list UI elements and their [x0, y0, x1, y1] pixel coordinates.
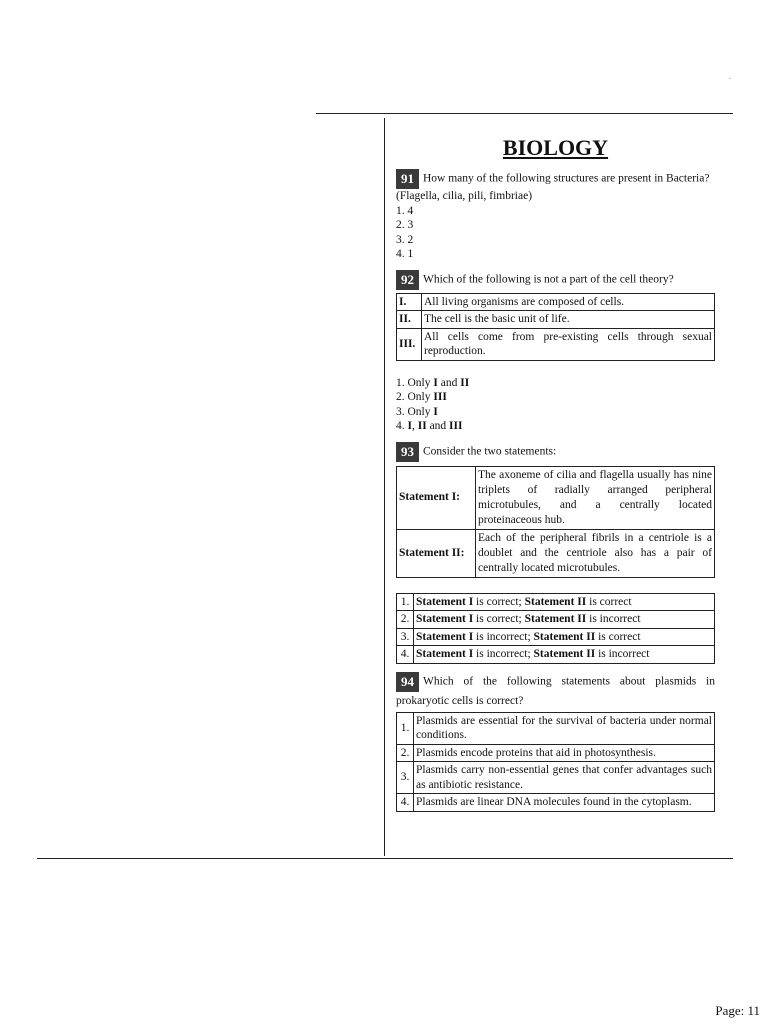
- option-text: Statement I is correct; Statement II is correct: [414, 593, 715, 611]
- options-list: [396, 376, 715, 434]
- option-text: Plasmids carry non-essential genes that confer advantages such as antibiotic resistance.: [414, 762, 715, 794]
- question-92: [396, 270, 715, 434]
- row-key: I.: [397, 293, 422, 311]
- option-number: 3.: [397, 628, 414, 646]
- subject-title: BIOLOGY: [502, 135, 609, 160]
- option-1: 1. 4: [396, 204, 414, 217]
- option-text: Statement I is incorrect; Statement II is correct: [414, 628, 715, 646]
- question-text: Which of the following statements about plasmids in prokaryotic cells is correct?: [396, 675, 715, 707]
- statement-key: Statement I:: [397, 466, 476, 529]
- cell-theory-table: [396, 293, 715, 361]
- question-number: 94: [396, 672, 419, 692]
- option-text: Statement I is incorrect; Statement II is incorrect: [414, 646, 715, 664]
- table-row: [397, 646, 715, 664]
- option-2: 2. 3: [396, 219, 414, 231]
- plasmid-options-table: [396, 712, 715, 812]
- table-row: [397, 529, 715, 577]
- statement-text: Each of the peripheral fibrils in a centriole is a doublet and the centriole also has a pair of centrally located microtubules.: [476, 529, 715, 577]
- table-row: [397, 744, 715, 762]
- option-text: Plasmids encode proteins that aid in photosynthesis.: [414, 744, 715, 762]
- table-row: [397, 628, 715, 646]
- option-number: 2.: [397, 744, 414, 762]
- question-93: [396, 442, 715, 664]
- question-number: 92: [396, 270, 419, 290]
- option-4: 4. I, II and III: [396, 420, 463, 432]
- statements-table: [396, 466, 715, 578]
- row-key: III.: [397, 328, 422, 360]
- option-number: 4.: [397, 794, 414, 812]
- option-number: 2.: [397, 611, 414, 629]
- table-row: [397, 311, 715, 329]
- question-text: How many of the following structures are present in Bacteria?: [423, 172, 710, 185]
- table-row: [397, 466, 715, 529]
- statement-key: Statement II:: [397, 529, 476, 577]
- column-divider: [384, 118, 385, 856]
- question-94: [396, 672, 715, 812]
- bottom-rule: [37, 858, 733, 859]
- page-number: Page: 11: [715, 1002, 760, 1018]
- question-text: Consider the two statements:: [423, 445, 557, 458]
- option-2: 2. Only III: [396, 391, 447, 403]
- option-text: Plasmids are linear DNA molecules found in the cytoplasm.: [414, 794, 715, 812]
- row-text: All living organisms are composed of cells.: [422, 293, 715, 311]
- statement-options-table: [396, 593, 715, 664]
- table-row: [397, 293, 715, 311]
- question-text: Which of the following is not a part of the cell theory?: [423, 273, 674, 286]
- question-number: 91: [396, 169, 419, 189]
- row-key: II.: [397, 311, 422, 329]
- option-text: Statement I is correct; Statement II is incorrect: [414, 611, 715, 629]
- option-number: 3.: [397, 762, 414, 794]
- top-rule: [316, 113, 733, 114]
- option-1: 1. Only I and II: [396, 376, 470, 389]
- row-text: The cell is the basic unit of life.: [422, 311, 715, 329]
- statement-text: The axoneme of cilia and flagella usually has nine triplets of radially arranged peripheral microtubules, and a centrally located proteinaceous hub.: [476, 466, 715, 529]
- question-number: 93: [396, 442, 419, 462]
- row-text: All cells come from pre-existing cells through sexual reproduction.: [422, 328, 715, 360]
- option-4: 4. 1: [396, 248, 414, 260]
- option-3: 3. Only I: [396, 405, 438, 418]
- option-text: Plasmids are essential for the survival of bacteria under normal conditions.: [414, 712, 715, 744]
- table-row: [397, 328, 715, 360]
- question-91: [396, 169, 715, 262]
- option-number: 1.: [397, 712, 414, 744]
- speck-mark: .: [729, 72, 731, 81]
- table-row: [397, 712, 715, 744]
- option-number: 4.: [397, 646, 414, 664]
- question-extra: (Flagella, cilia, pili, fimbriae): [396, 190, 533, 202]
- biology-column: [396, 130, 715, 812]
- table-row: [397, 762, 715, 794]
- table-row: [397, 794, 715, 812]
- option-number: 1.: [397, 593, 414, 611]
- option-3: 3. 2: [396, 233, 414, 246]
- table-row: [397, 593, 715, 611]
- table-row: [397, 611, 715, 629]
